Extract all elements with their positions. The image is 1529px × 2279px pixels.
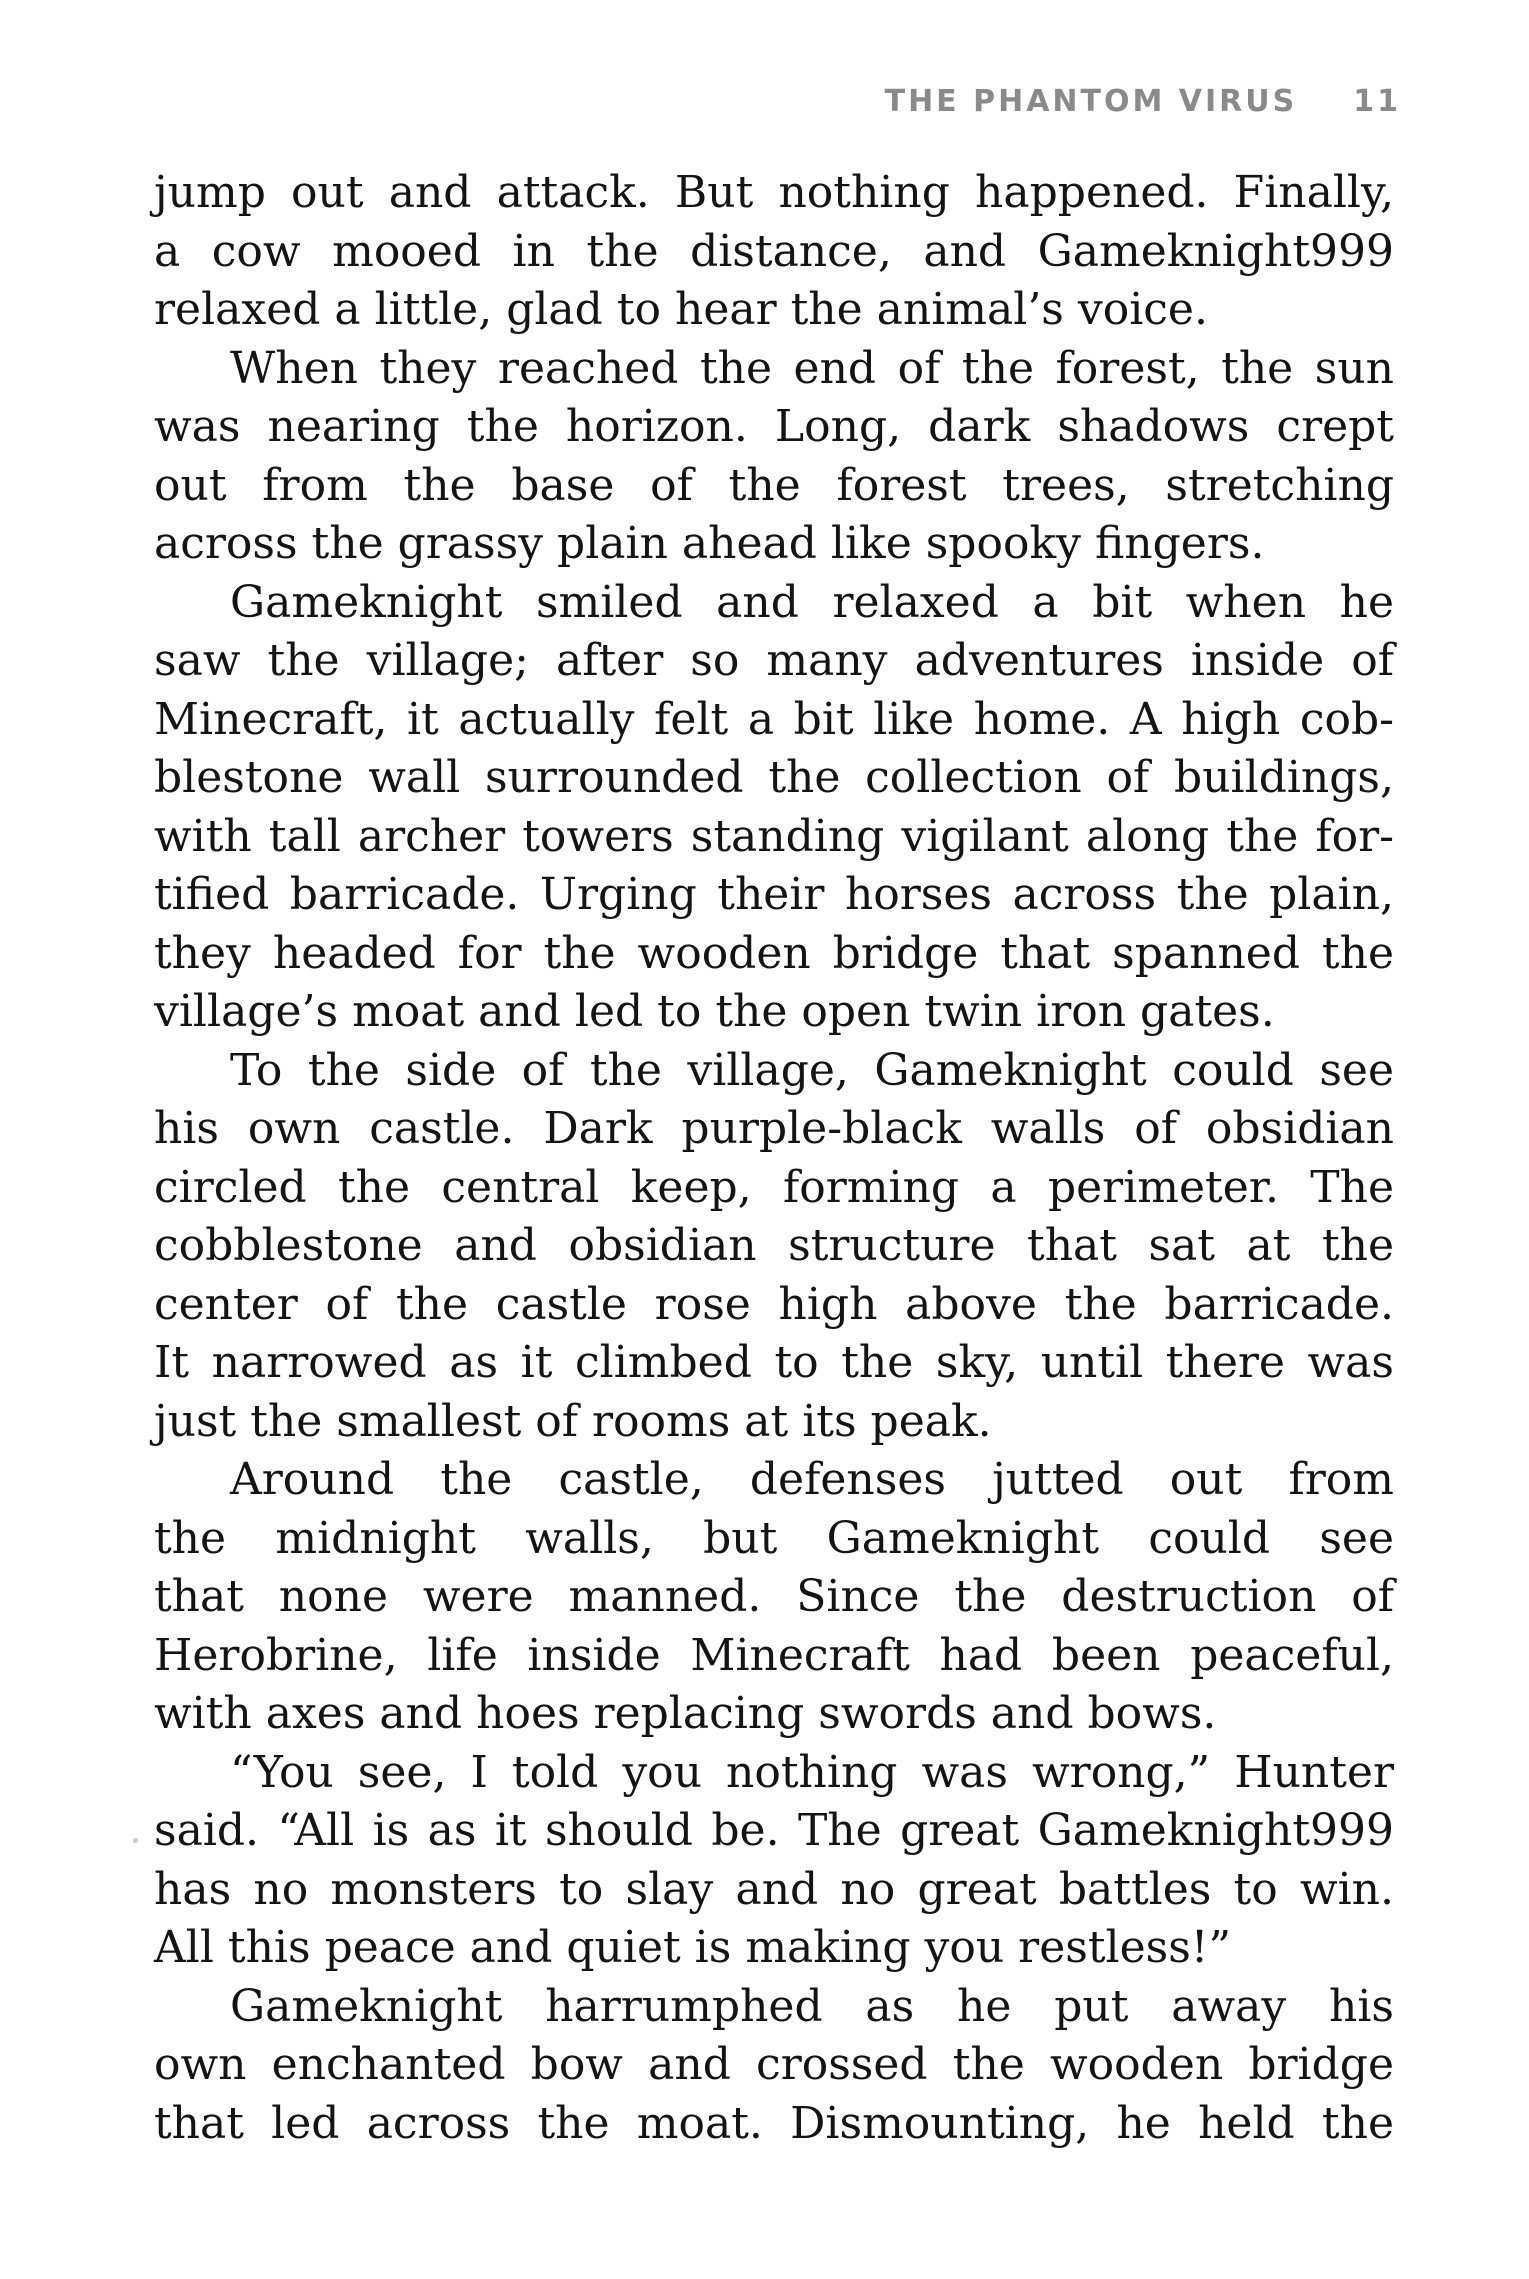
print-speck xyxy=(133,1838,138,1843)
text-line: that led across the moat. Dismounting, he held the xyxy=(154,2097,1394,2149)
text-line: with axes and hoes replacing swords and bows. xyxy=(154,1688,1217,1739)
text-line: blestone wall surrounded the collection of buildings, xyxy=(154,752,1394,803)
page-number: 11 xyxy=(1353,84,1401,119)
paragraph xyxy=(154,1042,1394,1452)
paragraph xyxy=(154,340,1394,574)
text-line: center of the castle rose high above the barricade. xyxy=(154,1278,1394,1330)
text-line: To the side of the village, Gameknight could see xyxy=(230,1044,1394,1096)
text-line: circled the central keep, forming a perimeter. The xyxy=(154,1161,1394,1213)
text-line: relaxed a little, glad to hear the animal’s voice. xyxy=(154,284,1208,335)
text-line: saw the village; after so many adventures inside of xyxy=(154,635,1394,686)
text-line: Around the castle, defenses jutted out from xyxy=(230,1454,1394,1505)
text-line: Minecraft, it actually felt a bit like home. A high cob- xyxy=(154,693,1394,745)
text-line: tified barricade. Urging their horses across the plain, xyxy=(154,869,1394,920)
body-text xyxy=(154,164,1394,2153)
paragraph xyxy=(154,1744,1394,1978)
paragraph xyxy=(154,1978,1394,2154)
text-line: “You see, I told you nothing was wrong,” Hunter xyxy=(230,1746,1394,1798)
text-line: the midnight walls, but Gameknight could see xyxy=(154,1512,1394,1564)
text-line: just the smallest of rooms at its peak. xyxy=(154,1395,992,1447)
text-line: they headed for the wooden bridge that spanned the xyxy=(154,927,1394,979)
text-line: a cow mooed in the distance, and Gameknight999 xyxy=(154,225,1394,277)
text-line: with tall archer towers standing vigilant along the for- xyxy=(154,810,1394,862)
text-line: that none were manned. Since the destruction of xyxy=(154,1571,1394,1622)
paragraph xyxy=(154,574,1394,1042)
text-line: his own castle. Dark purple-black walls of obsidian xyxy=(154,1103,1394,1154)
running-head-title: THE PHANTOM VIRUS xyxy=(884,84,1298,119)
text-line: was nearing the horizon. Long, dark shadows crept xyxy=(154,401,1394,452)
paragraph xyxy=(154,164,1394,340)
text-line: All this peace and quiet is making you restless!” xyxy=(154,1922,1231,1973)
text-line: across the grassy plain ahead like spooky fingers. xyxy=(154,518,1265,569)
text-line: Gameknight harrumphed as he put away his xyxy=(230,1980,1394,2032)
text-line: has no monsters to slay and no great battles to win. xyxy=(154,1863,1394,1915)
text-line: out from the base of the forest trees, stretching xyxy=(154,459,1394,511)
text-line: Herobrine, life inside Minecraft had been peaceful, xyxy=(154,1629,1394,1681)
text-line: village’s moat and led to the open twin iron gates. xyxy=(154,986,1275,1037)
text-line: cobblestone and obsidian structure that sat at the xyxy=(154,1220,1394,1271)
text-line: It narrowed as it climbed to the sky, until there was xyxy=(154,1337,1394,1388)
text-line: Gameknight smiled and relaxed a bit when he xyxy=(230,576,1394,628)
paragraph xyxy=(154,1451,1394,1744)
text-line: When they reached the end of the forest, the sun xyxy=(230,342,1394,394)
text-line: said. “All is as it should be. The great Gameknight999 xyxy=(154,1805,1394,1856)
text-line: own enchanted bow and crossed the wooden bridge xyxy=(154,2039,1394,2090)
text-line: jump out and attack. But nothing happened. Finally, xyxy=(154,167,1394,218)
running-head xyxy=(885,84,1401,119)
